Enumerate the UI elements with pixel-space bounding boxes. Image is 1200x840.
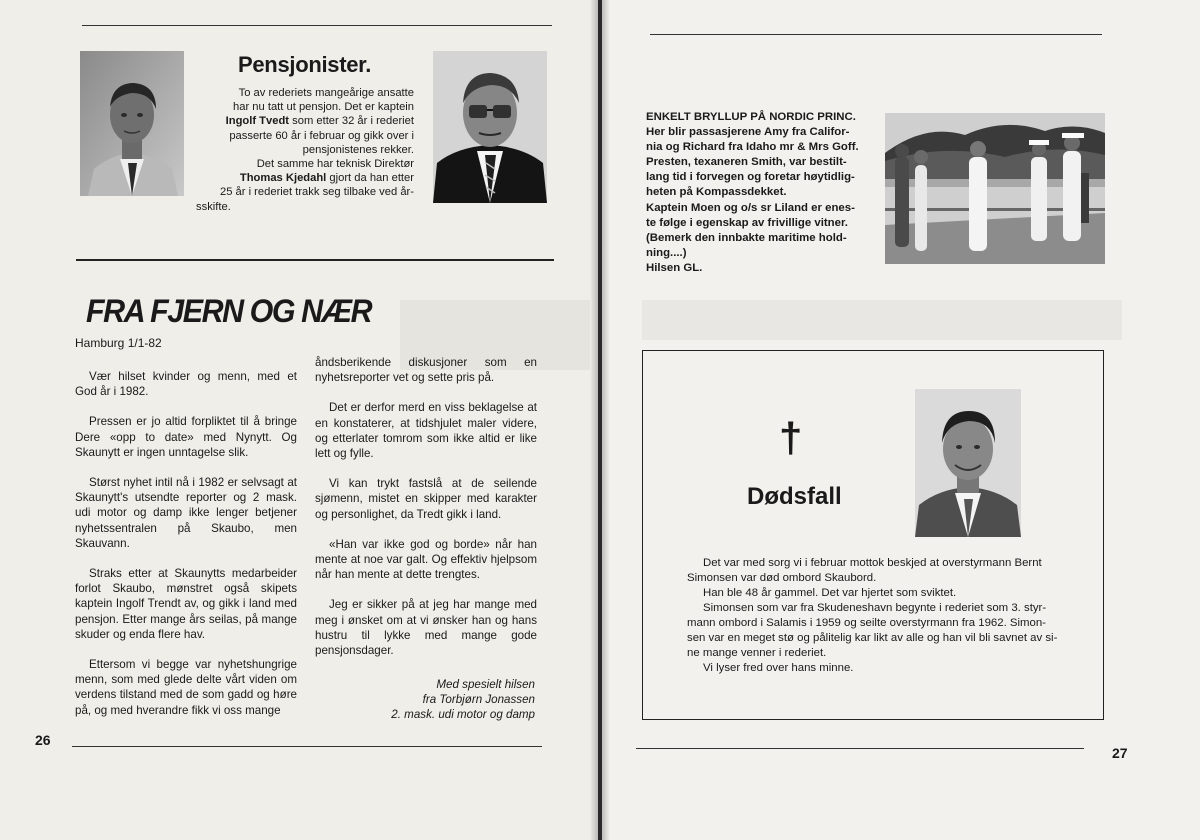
signature-line: Med spesielt hilsen (436, 678, 535, 691)
portrait-photo-right (433, 51, 547, 203)
pensjonister-line (196, 129, 414, 143)
article-paragraph: Straks etter at Skaunytts medarbeider forlot Skaubo, mønstret også skipets kaptein Ingolf Trendt av, og gikk i land med pensjon. Etter mange års seilas, på mange skuder og enda flere hav. (75, 567, 297, 641)
right-page (602, 0, 1200, 840)
wedding-photo (885, 113, 1105, 264)
pensjonister-line (196, 86, 414, 100)
article-paragraph: Ettersom vi begge var nyhetshungrige menn, som med glede delte vårt viden om verdens tilstand med de som gadd og høre på, og med hverandre fikk vi oss mange (75, 658, 297, 717)
portrait-photo-left (80, 51, 184, 196)
pensjonister-line-text: gjort da han etter (326, 172, 414, 185)
signature-line: 2. mask. udi motor og damp (391, 708, 535, 721)
obituary-line: ne mange venner i rederiet. (687, 647, 827, 659)
article-paragraph: Pressen er jo altid forpliktet til å bringe Dere «opp to date» med Nynytt. Og Skaunytt er ingen unntagelse slik. (75, 415, 297, 459)
pensjonister-line (196, 200, 414, 214)
article-paragraph: Det er derfor merd en viss beklagelse at en konstaterer, at tidshjulet maler videre, og etterlater tomrom som ikke altid er like lett og fylle. (315, 401, 537, 461)
obituary-line: sen var en meget stø og pålitelig kar likt av alle og han vil bli savnet av si- (687, 632, 1058, 644)
pensjonister-line-text: To av rederiets mangeårige ansatte (238, 87, 414, 99)
book-gutter (590, 0, 610, 840)
pensjonister-line-text: har nu tatt ut pensjon. Det er kaptein (233, 101, 414, 114)
bottom-rule-left (72, 746, 542, 747)
top-rule (82, 25, 552, 26)
pensjonister-name: Thomas Kjedahl (239, 172, 327, 185)
obituary-text (687, 556, 1087, 676)
left-page (0, 0, 598, 840)
pensjonister-line-text: Det samme har teknisk Direktør (256, 158, 414, 171)
obituary-box (642, 350, 1104, 720)
article-paragraph: «Han var ikke god og borde» når han mente at noe var galt. Og effektiv hjelpsom når han mente at dette trengtes. (315, 537, 537, 582)
obituary-line: Det var med sorg vi i februar mottok beskjed at overstyrmann Bernt (703, 557, 1042, 569)
article-title: FRA FJERN OG NÆR (86, 293, 372, 329)
pensjonister-name: Ingolf Tvedt (225, 115, 290, 128)
article-signature (315, 677, 535, 722)
wedding-caption-line: heten på Kompassdekket. (646, 186, 787, 199)
article-paragraph: Jeg er sikker på at jeg har mange med meg i ønsket om at vi ønsker han og hans hustru til lykke med mange gode pensjonsdager. (315, 598, 537, 658)
section-rule (76, 259, 554, 261)
article-dateline: Hamburg 1/1-82 (75, 336, 162, 350)
wedding-caption-line: Her blir passasjerene Amy fra Califor- (646, 126, 850, 139)
pensjonister-line-text: 25 år i rederiet trakk seg tilbake ved år- (219, 186, 414, 199)
page-number-left: 26 (35, 732, 51, 748)
wedding-caption-line: (Bemerk den innbakte maritime hold- (646, 231, 847, 244)
page-number-right: 27 (1112, 745, 1128, 761)
obituary-line: Simonsen var død ombord Skaubord. (687, 572, 877, 584)
signature-line: fra Torbjørn Jonassen (422, 693, 535, 706)
wedding-caption (646, 110, 881, 276)
obituary-photo (915, 389, 1021, 537)
wedding-caption-line: te følge i egenskap av frivillige vitner. (646, 216, 848, 229)
wedding-caption-line: Kaptein Moen og o/s sr Liland er enes- (646, 201, 855, 214)
pensjonister-title: Pensjonister. (238, 52, 372, 77)
wedding-caption-line: Presten, texaneren Smith, var bestilt- (646, 156, 847, 169)
pensjonister-line-text: som etter 32 år i rederiet (289, 115, 414, 128)
obituary-title: Dødsfall (747, 483, 842, 510)
article-column-1 (75, 369, 297, 733)
article-paragraph: Størst nyhet intil nå i 1982 er selvsagt at Skaunytt's utsendte reporter og 2 mask. udi motor og damp ikke lenger betjener nyhetssentralen på Skaubo, men Skauvann. (75, 476, 297, 550)
wedding-caption-line: ning....) (646, 246, 687, 259)
pensjonister-line (196, 100, 414, 114)
article-column-2 (315, 355, 537, 673)
pensjonister-line (196, 157, 414, 171)
pensjonister-line (196, 143, 414, 157)
pensjonister-line (196, 114, 414, 128)
pensjonister-line-text: sskifte. (196, 200, 231, 213)
pensjonister-line-text: passerte 60 år i februar og gikk over i (229, 129, 414, 142)
pensjonister-text (196, 86, 414, 214)
obituary-line: Vi lyser fred over hans minne. (703, 662, 854, 674)
wedding-caption-line: lang tid i forvegen og foretar høytidlig- (646, 171, 855, 184)
pensjonister-line (196, 185, 414, 199)
obituary-line: Simonsen som var fra Skudeneshavn begynte i rederiet som 3. styr- (703, 602, 1047, 614)
pensjonister-line-text: pensjonistenes rekker. (302, 143, 414, 156)
article-paragraph: åndsberikende diskusjoner som en nyhetsreporter vet og sette pris på. (315, 356, 537, 385)
article-paragraph: Vær hilset kvinder og menn, med et God år i 1982. (75, 370, 297, 399)
wedding-caption-line: ENKELT BRYLLUP PÅ NORDIC PRINC. (646, 111, 856, 123)
obituary-line: Han ble 48 år gammel. Det var hjertet som sviktet. (703, 587, 957, 599)
bottom-rule-right (636, 748, 1084, 749)
wedding-caption-line: nia og Richard fra Idaho mr & Mrs Goff. (646, 141, 859, 154)
top-rule-right (650, 34, 1102, 35)
obituary-line: mann ombord i Salamis i 1959 og seilte overstyrmann fra 1962. Simon- (687, 617, 1046, 629)
cross-icon: † (779, 414, 803, 461)
article-paragraph: Vi kan trykt fastslå at de seilende sjømenn, mistet en skipper med karakter og personlighet, da Tredt gikk i land. (315, 477, 537, 521)
wedding-caption-line: Hilsen GL. (646, 261, 703, 274)
pensjonister-line (196, 171, 414, 185)
